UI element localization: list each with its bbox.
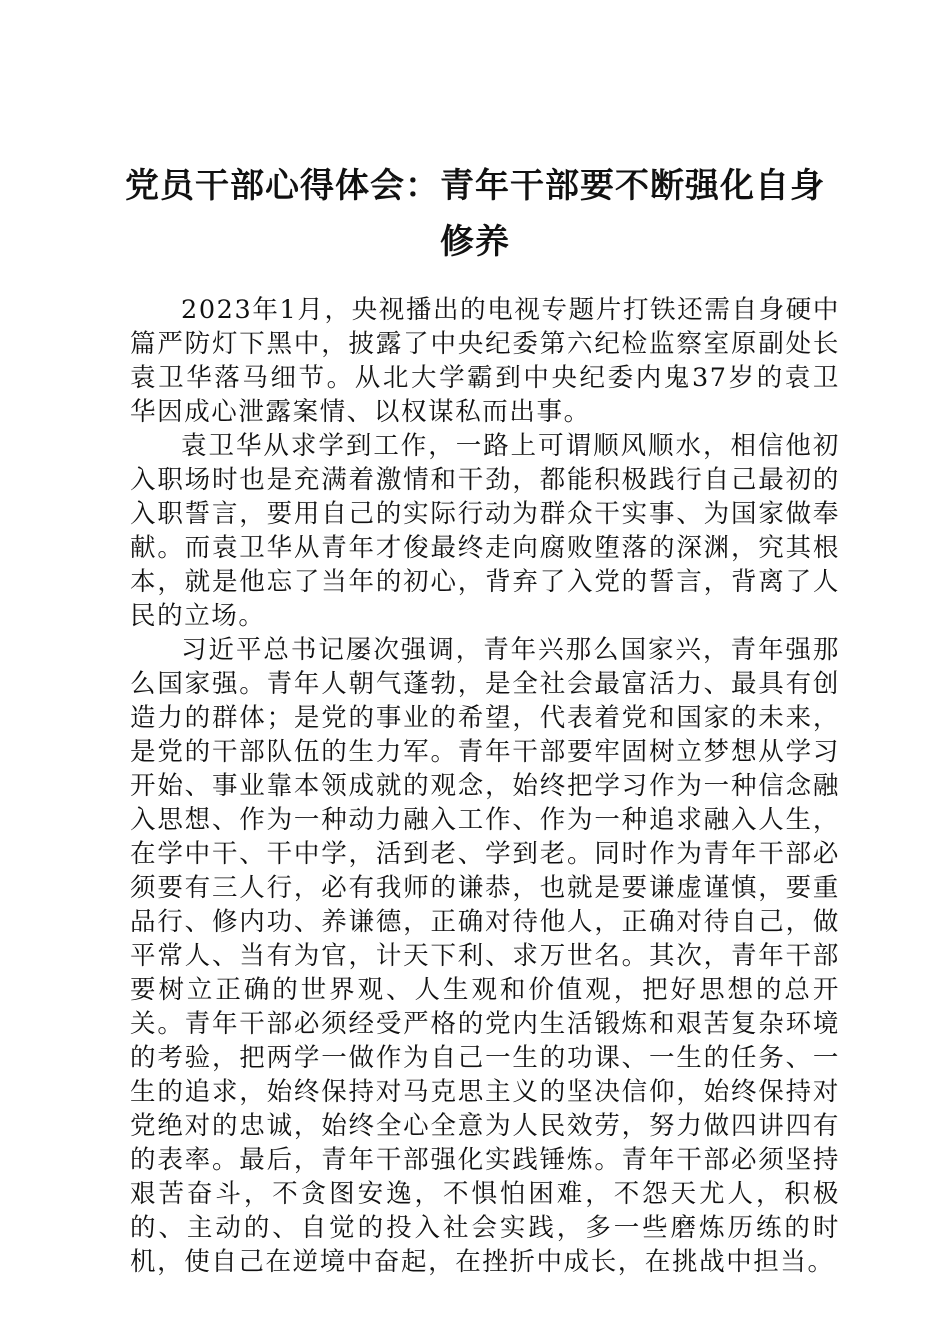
paragraph-3: 习近平总书记屡次强调，青年兴那么国家兴，青年强那么国家强。青年人朝气蓬勃，是全社会最富活力、最具有创造力的群体；是党的事业的希望，代表着党和国家的未来，是党的干部队伍的生力军。青年干部要牢固树立梦想从学习开始、事业靠本领成就的观念，始终把学习作为一种信念融入思想、作为一种动力融入工作、作为一种追求融入人生，在学中干、干中学，活到老、学到老。同时作为青年干部必须要有三人行，必有我师的谦恭，也就是要谦虚谨慎，要重品行、修内功、养谦德，正确对待他人，正确对待自己，做平常人、当有为官，计天下利、求万世名。其次，青年干部要树立正确的世界观、人生观和价值观，把好思想的总开关。青年干部必须经受严格的党内生活锻炼和艰苦复杂环境的考验，把两学一做作为自己一生的功课、一生的任务、一生的追求，始终保持对马克思主义的坚决信仰，始终保持对党绝对的忠诚，始终全心全意为人民效劳，努力做四讲四有的表率。最后，青年干部强化实践锤炼。青年干部必须坚持艰苦奋斗，不贪图安逸，不惧怕困难，不怨天尤人，积极的、主动的、自觉的投入社会实践，多一些磨炼历练的时机，使自己在逆境中奋起，在挫折中成长，在挑战中担当。 (130, 635, 840, 1277)
paragraph-1: 2023年1月，央视播出的电视专题片打铁还需自身硬中篇严防灯下黑中，披露了中央纪委第六纪检监察室原副处长袁卫华落马细节。从北大学霸到中央纪委内鬼37岁的袁卫华因成心泄露案情、以权谋私而出事。 (130, 295, 840, 427)
document-title: 党员干部心得体会：青年干部要不断强化自身修养 (125, 166, 825, 262)
paragraph-2: 袁卫华从求学到工作，一路上可谓顺风顺水，相信他初入职场时也是充满着激情和干劲，都能积极践行自己最初的入职誓言，要用自己的实际行动为群众干实事、为国家做奉献。而袁卫华从青年才俊最终走向腐败堕落的深渊，究其根本，就是他忘了当年的初心，背弃了入党的誓言，背离了人民的立场。 (130, 431, 840, 631)
document-body (130, 293, 840, 1279)
